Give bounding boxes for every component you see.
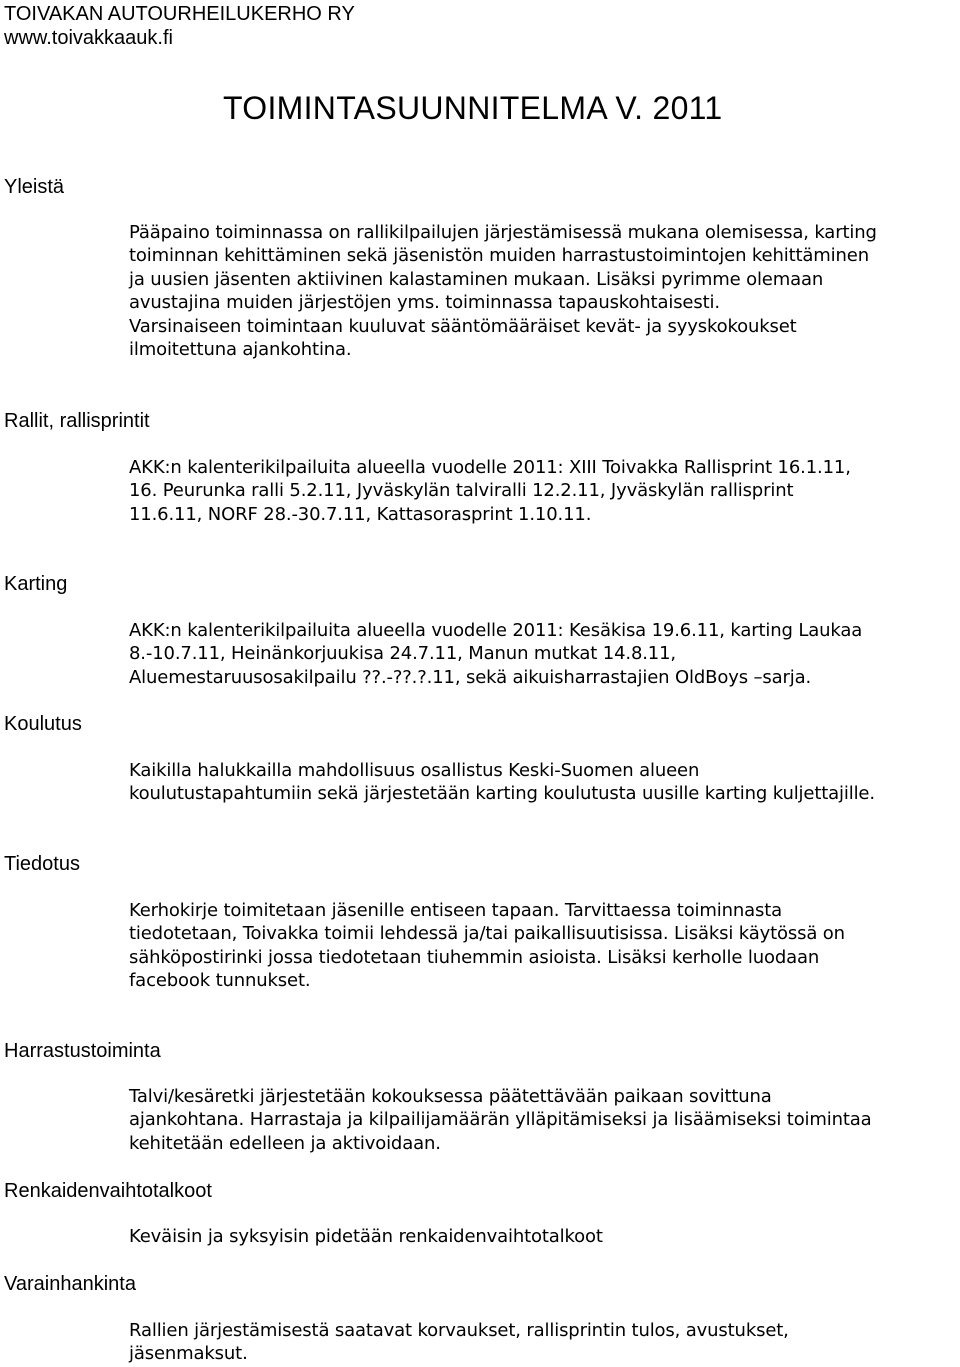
- body-line: tiedotetaan, Toivakka toimii lehdessä ja/tai paikallisuutisissa. Lisäksi käytössä on: [129, 923, 845, 945]
- organization-website: www.toivakkaauk.fi: [4, 27, 173, 49]
- section-heading-tiedotus: Tiedotus: [4, 853, 80, 875]
- body-line: ilmoitettuna ajankohtina.: [129, 339, 352, 361]
- body-line: AKK:n kalenterikilpailuita alueella vuodelle 2011: XIII Toivakka Rallisprint 16.1.11,: [129, 457, 851, 478]
- body-line: sähköpostirinki jossa tiedotetaan tiuhemmin asioista. Lisäksi kerholle luodaan: [129, 946, 820, 968]
- body-line: ja uusien jäsenten aktiivinen kalastaminen mukaan. Lisäksi pyrimme olemaan: [129, 268, 824, 290]
- section-heading-yleista: Yleistä: [4, 176, 65, 198]
- body-line: Kaikilla halukkailla mahdollisuus osallistus Keski-Suomen alueen: [129, 760, 700, 781]
- document-title: TOIMINTASUUNNITELMA V. 2011: [223, 90, 723, 126]
- body-line: Varsinaiseen toimintaan kuuluvat sääntömääräiset kevät- ja syyskokoukset: [129, 315, 797, 337]
- body-line: koulutustapahtumiin sekä järjestetään karting koulutusta uusille karting kuljettajille.: [129, 783, 875, 805]
- body-line: kehitetään edelleen ja aktivoidaan.: [129, 1132, 441, 1154]
- body-line: Pääpaino toiminnassa on rallikilpailujen järjestämisessä mukana olemisessa, karting: [129, 222, 877, 243]
- body-line: Talvi/kesäretki järjestetään kokouksessa päätettävään paikaan sovittuna: [129, 1086, 772, 1107]
- body-line: facebook tunnukset.: [129, 970, 311, 992]
- body-line: AKK:n kalenterikilpailuita alueella vuodelle 2011: Kesäkisa 19.6.11, karting Laukaa: [129, 620, 863, 641]
- organization-name: TOIVAKAN AUTOURHEILUKERHO RY: [4, 3, 355, 25]
- section-heading-karting: Karting: [4, 573, 68, 595]
- body-line: 16. Peurunka ralli 5.2.11, Jyväskylän talviralli 12.2.11, Jyväskylän rallisprint: [129, 480, 794, 502]
- body-line: Kerhokirje toimitetaan jäsenille entiseen tapaan. Tarvittaessa toiminnasta: [129, 900, 783, 921]
- section-body-koulutus: [129, 759, 959, 806]
- body-line: toiminnan kehittäminen sekä jäsenistön muiden harrastustoimintojen kehittäminen: [129, 245, 869, 267]
- body-line: Aluemestaruusosakilpailu ??.-??.?.11, sekä aikuisharrastajien OldBoys –sarja.: [129, 666, 812, 688]
- section-body-tiedotus: [129, 899, 959, 993]
- section-heading-koulutus: Koulutus: [4, 713, 82, 735]
- body-line: 8.-10.7.11, Heinänkorjuukisa 24.7.11, Manun mutkat 14.8.11,: [129, 643, 676, 665]
- body-line: Keväisin ja syksyisin pidetään renkaidenvaihtotalkoot: [129, 1226, 603, 1247]
- body-line: ajankohtana. Harrastaja ja kilpailijamäärän ylläpitämiseksi ja lisäämiseksi toimintaa: [129, 1109, 872, 1131]
- section-body-rallit: [129, 456, 959, 526]
- section-body-renkaidenvaihtotalkoot: [129, 1225, 959, 1248]
- section-heading-varainhankinta: Varainhankinta: [4, 1273, 136, 1295]
- body-line: Rallien järjestämisestä saatavat korvaukset, rallisprintin tulos, avustukset,: [129, 1320, 789, 1341]
- section-body-harrastustoiminta: [129, 1085, 959, 1155]
- section-body-yleista: [129, 221, 959, 361]
- section-heading-harrastustoiminta: Harrastustoiminta: [4, 1040, 161, 1062]
- section-heading-rallit: Rallit, rallisprintit: [4, 410, 150, 432]
- section-body-varainhankinta: [129, 1319, 959, 1366]
- body-line: avustajina muiden järjestöjen yms. toiminnassa tapauskohtaisesti.: [129, 292, 720, 314]
- section-body-karting: [129, 619, 959, 689]
- body-line: 11.6.11, NORF 28.-30.7.11, Kattasorasprint 1.10.11.: [129, 503, 592, 525]
- section-heading-renkaidenvaihtotalkoot: Renkaidenvaihtotalkoot: [4, 1180, 212, 1202]
- body-line: jäsenmaksut.: [129, 1343, 248, 1365]
